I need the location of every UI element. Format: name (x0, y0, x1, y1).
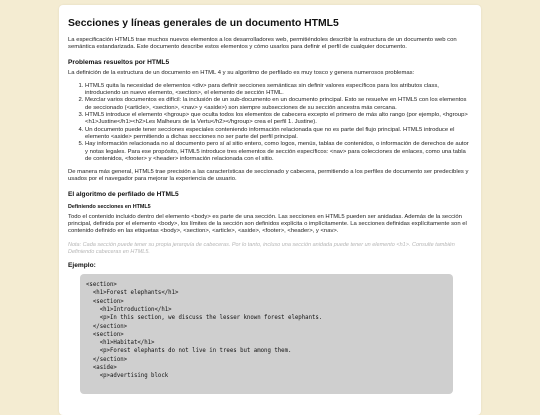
code-line: <section> (86, 331, 124, 338)
code-line: <h1>Forest elephants</h1> (86, 290, 179, 297)
section-heading-algorithm: El algoritmo de perfilado de HTML5 (68, 190, 179, 198)
code-line: <section> (86, 298, 124, 305)
list-item: 4. Un documento puede tener secciones especiales conteniendo información relacionada que no es parte del flujo principal. HTML5 introduce el elemento <aside> permitiendo a dichas secciones no ser parte del perfil principal. (85, 127, 472, 142)
code-line: <p>Forest elephants do not live in trees but among them. (86, 348, 292, 355)
code-line: <p>advertising block (86, 373, 169, 380)
code-block (80, 274, 453, 394)
document-page (59, 5, 481, 415)
intro-paragraph: La especificación HTML5 trae muchos nuevos elementos a los desarrolladores web, permitiéndoles describir la estructura de un documento web con semántica estandarizada. Este documento describe estos elementos y cómo usarlos para definir el perfil de cualquier documento. (68, 37, 457, 51)
code-line: <section> (86, 282, 117, 289)
subheading-defining-sections: Definiendo secciones en HTML5 (68, 203, 151, 210)
example-label: Ejemplo: (68, 262, 96, 270)
sections-paragraph: Todo el contenido incluido dentro del elemento <body> es parte de una sección. Las secciones en HTML5 pueden ser anidadas. Además de la sección principal, definida por el elemento <body>, los límites de la sección son definidos explícita o implícitamente. La secciones definidas explícitamente son el contenido definido en las etiquetas <body>, <section>, <article>, <aside>, <footer>, <header>, y <nav>. (68, 213, 467, 235)
code-line: <p>In this section, we discuss the lesser known forest elephants. (86, 315, 323, 322)
page-title: Secciones y líneas generales de un documento HTML5 (68, 18, 339, 29)
code-line: <h1>Habitat</h1> (86, 340, 155, 347)
code-line: </section> (86, 356, 128, 363)
problems-list (68, 83, 472, 163)
section-heading-problems: Problemas resueltos por HTML5 (68, 58, 170, 66)
problems-paragraph: La definición de la estructura de un documento en HTML 4 y su algoritmo de perfilado es muy tosco y genera numerosos problemas: (68, 69, 415, 76)
list-item: 3. HTML5 introduce el elemento <hgroup> que oculta todos los elementos de cabecera excepto el primero de más alto rango (por ejemplo, <hgroup><h1>Justine</h1><h2>Les Malheurs de la Vertu</h2></hgroup> crea el perfil 1. Justine). (85, 112, 472, 127)
closing-paragraph: De manera más general, HTML5 trae precisión a las características de seccionado y cabecera, permitiendo a los perfiles de documento ser predecibles y usados por el navegador para mejorar la experiencia de usuario. (68, 169, 469, 183)
code-line: </section> (86, 323, 128, 330)
list-item: 2. Mezclar varios documentos es difícil: la inclusión de un sub-documento en un documento principal. Esto se resuelve en HTML5 con los elementos de seccionado (<article>, <section>, <nav> y <aside>) son siempre subsecciones de su sección ancestra más cercana. (85, 97, 472, 112)
list-item: 5. Hay información relacionada no al documento pero sí al sitio entero, como logos, menús, tablas de contenidos, o información de derechos de autor y notas legales. Para ese propósito, HTML5 introduce tres elementos de sección específicos: <nav> para colecciones de enlaces, como una tabla de contenidos, <footer> y <header> información relacionada con el sitio. (85, 141, 472, 163)
note-paragraph: Nota: Cada sección puede tener su propia jerarquía de cabeceras. Por lo tanto, incluso una sección anidada puede tener un elemento <h1>. Consulte también Definiendo cabeceras en HTML5. (68, 241, 455, 255)
code-line: <aside> (86, 365, 117, 372)
list-item: 1. HTML5 quita la necesidad de elementos <div> para definir secciones semánticas sin definir valores específicos para los atributos class, introduciendo un nuevo elemento, <section>, el elemento de sección HTML. (85, 83, 472, 98)
code-line: <h1>Introduction</h1> (86, 306, 172, 313)
